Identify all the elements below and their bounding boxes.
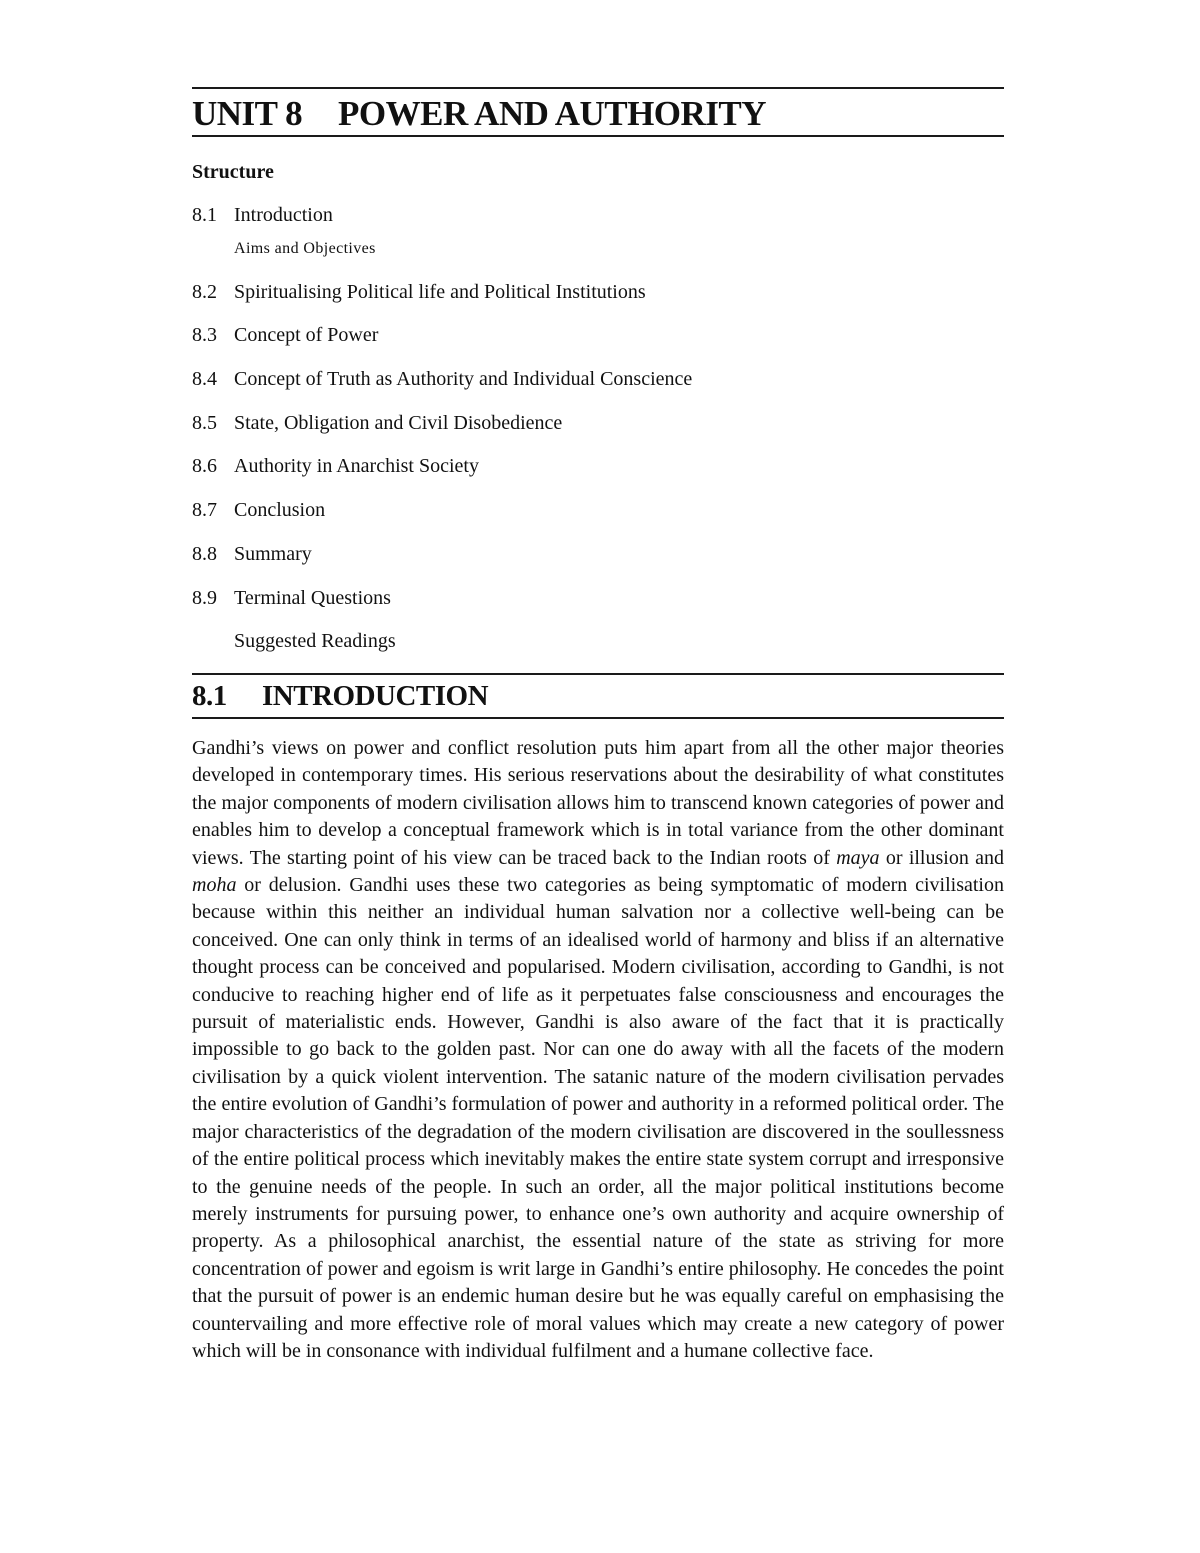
toc-number: 8.4 xyxy=(192,368,217,390)
toc-label: Summary xyxy=(234,543,312,565)
toc-number: 8.3 xyxy=(192,324,217,346)
unit-title-underline xyxy=(192,135,1004,137)
toc-number: 8.5 xyxy=(192,412,217,434)
term-maya: maya xyxy=(836,846,880,869)
toc-item-8-7 xyxy=(192,498,325,522)
unit-title xyxy=(192,95,766,133)
section-title xyxy=(192,679,488,713)
paragraph-text: or delusion. Gandhi uses these two categories as being symptomatic of modern civilisation because within this neither an individual human salvation nor a collective well-being can be conceived. One can only think in terms of an idealised world of harmony and bliss if an alternative thought process can be conceived and popularised. Modern civilisation, according to Gandhi, is not conducive to reaching higher end of life as it perpetuates false consciousness and encourages the pursuit of materialistic ends. However, Gandhi is also aware of the fact that it is practically impossible to go back to the golden past. Nor can one do away with all the facets of the modern civilisation by a quick violent intervention. The satanic nature of the modern civilisation pervades the entire evolution of Gandhi’s formulation of power and authority in a reformed political order. The major characteristics of the degradation of the modern civilisation are discovered in the soullessness of the entire political process which inevitably makes the entire state system corrupt and irresponsive to the genuine needs of the people. In such an order, all the major political institutions become merely instruments for pursuing power, to enhance one’s own authority and acquire ownership of property. As a philosophical anarchist, the essential nature of the state as striving for more concentration of power and egoism is writ large in Gandhi’s entire philosophy. He concedes the point that the pursuit of power is an endemic human desire but he was equally careful on emphasising the countervailing and more effective role of moral values which may create a new category of power which will be in consonance with individual fulfilment and a humane collective face. xyxy=(192,874,1004,1362)
toc-label: State, Obligation and Civil Disobedience xyxy=(234,412,563,434)
toc-number: 8.1 xyxy=(192,204,217,226)
section-title-text: INTRODUCTION xyxy=(262,680,489,712)
paragraph-text: or illusion and xyxy=(879,846,1005,869)
toc-item-8-5 xyxy=(192,411,562,435)
unit-title-text: POWER AND AUTHORITY xyxy=(338,94,767,133)
toc-label: Spiritualising Political life and Political Institutions xyxy=(234,281,646,303)
toc-label: Conclusion xyxy=(234,499,326,521)
toc-number: 8.6 xyxy=(192,455,217,477)
structure-label: Structure xyxy=(192,161,274,183)
toc-number: 8.8 xyxy=(192,543,217,565)
toc-item-8-4 xyxy=(192,367,692,391)
toc-item-8-8 xyxy=(192,542,312,566)
toc-item-8-9 xyxy=(192,586,391,610)
toc-item-8-1 xyxy=(192,203,333,227)
section-number: 8.1 xyxy=(192,680,227,712)
toc-subitem-aims: Aims and Objectives xyxy=(234,240,376,257)
toc-label: Concept of Truth as Authority and Individual Conscience xyxy=(234,368,693,390)
toc-item-8-3 xyxy=(192,323,378,347)
toc-label: Introduction xyxy=(234,204,333,226)
toc-number: 8.9 xyxy=(192,587,217,609)
toc-item-8-6 xyxy=(192,454,479,478)
toc-label: Terminal Questions xyxy=(234,587,391,609)
unit-number: UNIT 8 xyxy=(192,94,303,133)
toc-label: Suggested Readings xyxy=(234,630,396,652)
section-top-rule xyxy=(192,673,1004,675)
toc-number: 8.7 xyxy=(192,499,217,521)
introduction-paragraph xyxy=(192,735,1004,1365)
toc-item-8-2 xyxy=(192,280,646,304)
section-title-underline xyxy=(192,717,1004,719)
paragraph-text: Gandhi’s views on power and conflict resolution puts him apart from all the other major theories developed in contemporary times. His serious reservations about the desirability of what constitutes the major components of modern civilisation allows him to transcend known categories of power and enables him to develop a conceptual framework which is in total variance from the other dominant views. The starting point of his view can be traced back to the Indian roots of xyxy=(192,737,1004,869)
toc-item-suggested-readings xyxy=(192,629,396,653)
top-rule xyxy=(192,87,1004,89)
term-moha: moha xyxy=(192,874,237,897)
toc-label: Authority in Anarchist Society xyxy=(234,455,479,477)
toc-label: Concept of Power xyxy=(234,324,379,346)
toc-number: 8.2 xyxy=(192,281,217,303)
